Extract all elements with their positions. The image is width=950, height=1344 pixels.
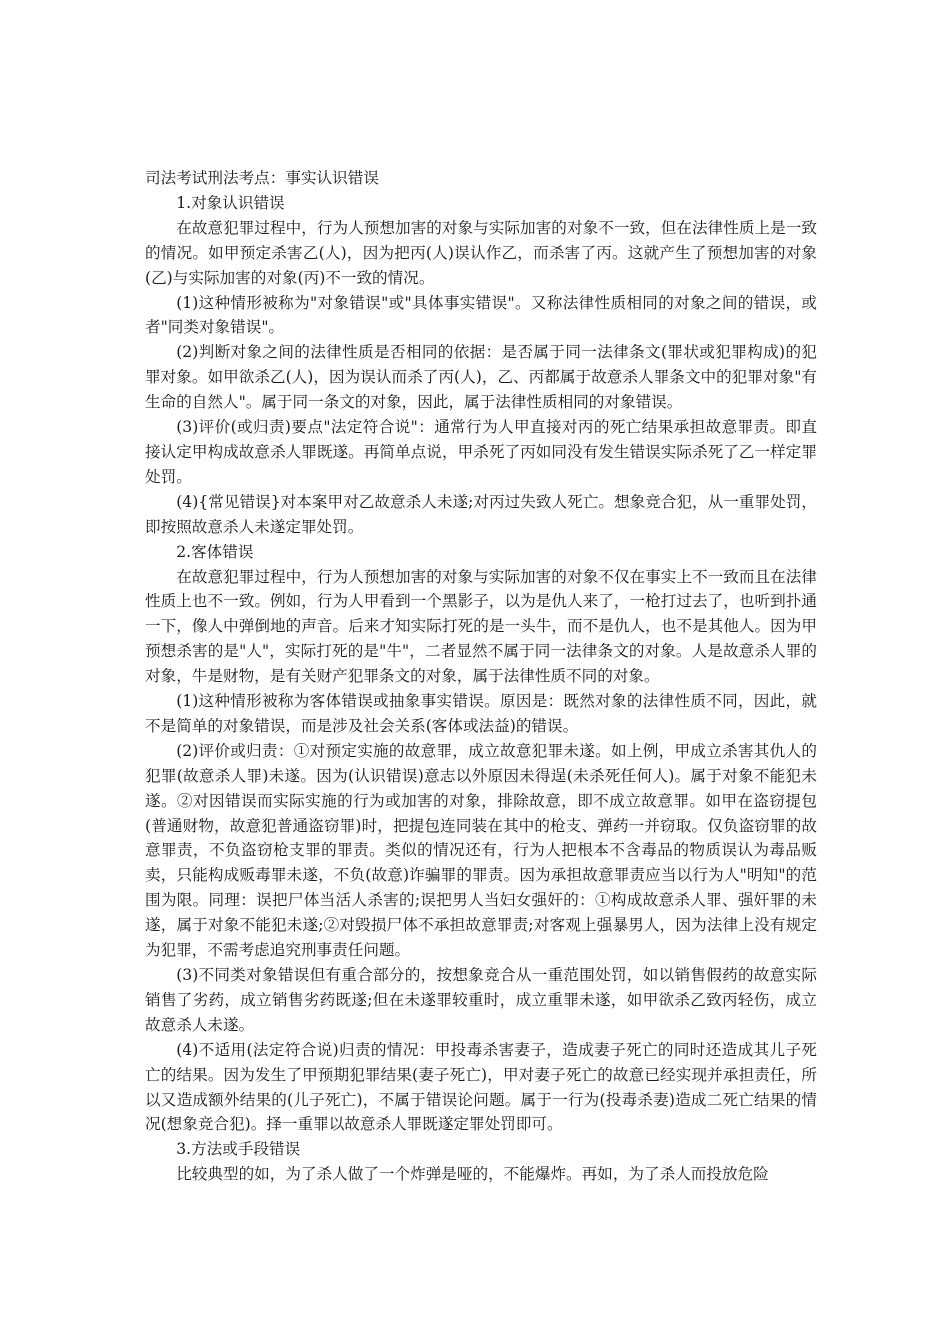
paragraph: (1)这种情形被称为"对象错误"或"具体事实错误"。又称法律性质相同的对象之间的错误，或者"同类对象错误"。 <box>145 293 817 337</box>
document-title: 司法考试刑法考点：事实认识错误 <box>145 169 379 187</box>
paragraph: (4){常见错误}对本案甲对乙故意杀人未遂;对丙过失致人死亡。想象竞合犯，从一重罪处罚，即按照故意杀人未遂定罪处罚。 <box>145 492 817 536</box>
paragraph: (3)不同类对象错误但有重合部分的，按想象竞合从一重范围处罚，如以销售假药的故意实际销售了劣药，成立销售劣药既遂;但在未遂罪较重时，成立重罪未遂，如甲欲杀乙致丙轻伤，成立故意杀人未遂。 <box>145 966 817 1034</box>
paragraph: (3)评价(或归责)要点"法定符合说"：通常行为人甲直接对丙的死亡结果承担故意罪责。即直接认定甲构成故意杀人罪既遂。再简单点说，甲杀死了丙如同没有发生错误实际杀死了乙一样定罪处罚。 <box>145 418 817 486</box>
document-body <box>145 166 817 1187</box>
section-heading-object-error: 1.对象认识错误 <box>176 193 285 212</box>
paragraph: 在故意犯罪过程中，行为人预想加害的对象与实际加害的对象不仅在事实上不一致而且在法律性质上也不一致。例如，行为人甲看到一个黑影子，以为是仇人来了，一枪打过去了，也听到扑通一下，像人中弹倒地的声音。后来才知实际打死的是一头牛，而不是仇人，也不是其他人。因为甲预想杀害的是"人"，实际打死的是"牛"，二者显然不属于同一法律条文的对象。人是故意杀人罪的对象，牛是财物，是有关财产犯罪条文的对象，属于法律性质不同的对象。 <box>145 567 817 686</box>
paragraph: 比较典型的如，为了杀人做了一个炸弹是哑的，不能爆炸。再如，为了杀人而投放危险 <box>176 1165 769 1184</box>
section-heading-method-error: 3.方法或手段错误 <box>176 1140 301 1159</box>
paragraph: (2)评价或归责：①对预定实施的故意罪，成立故意犯罪未遂。如上例，甲成立杀害其仇人的犯罪(故意杀人罪)未遂。因为(认识错误)意志以外原因未得逞(未杀死任何人)。属于对象不能犯未遂。②对因错误而实际实施的行为或加害的对象，排除故意，即不成立故意罪。如甲在盗窃提包(普通财物，故意犯普通盗窃罪)时，把提包连同装在其中的枪支、弹药一并窃取。仅负盗窃罪的故意罪责，不负盗窃枪支罪的罪责。类似的情况还有，行为人把根本不含毒品的物质误认为毒品贩卖，只能构成贩毒罪未遂，不负(故意)诈骗罪的罪责。因为承担故意罪责应当以行为人"明知"的范围为限。同理：误把尸体当活人杀害的;误把男人当妇女强奸的：①构成故意杀人罪、强奸罪的未遂，属于对象不能犯未遂;②对毁损尸体不承担故意罪责;对客观上强暴男人，因为法律上没有规定为犯罪，不需考虑追究刑事责任问题。 <box>145 741 817 960</box>
paragraph: 在故意犯罪过程中，行为人预想加害的对象与实际加害的对象不一致，但在法律性质上是一致的情况。如甲预定杀害乙(人)，因为把丙(人)误认作乙，而杀害了丙。这就产生了预想加害的对象(乙)与实际加害的对象(丙)不一致的情况。 <box>145 218 817 287</box>
paragraph: (4)不适用(法定符合说)归责的情况：甲投毒杀害妻子，造成妻子死亡的同时还造成其儿子死亡的结果。因为发生了甲预期犯罪结果(妻子死亡)，甲对妻子死亡的故意已经实现并承担责任，所以又造成额外结果的(儿子死亡)，不属于错误论问题。属于一行为(投毒杀妻)造成二死亡结果的情况(想象竞合犯)。择一重罪以故意杀人罪既遂定罪处罚即可。 <box>145 1040 817 1134</box>
section-heading-object-type-error: 2.客体错误 <box>176 542 254 561</box>
paragraph: (1)这种情形被称为客体错误或抽象事实错误。原因是：既然对象的法律性质不同，因此，就不是简单的对象错误，而是涉及社会关系(客体或法益)的错误。 <box>145 692 817 735</box>
paragraph: (2)判断对象之间的法律性质是否相同的依据：是否属于同一法律条文(罪状或犯罪构成)的犯罪对象。如甲欲杀乙(人)，因为误认而杀了丙(人)，乙、丙都属于故意杀人罪条文中的犯罪对象"有生命的自然人"。属于同一条文的对象，因此，属于法律性质相同的对象错误。 <box>145 343 817 412</box>
